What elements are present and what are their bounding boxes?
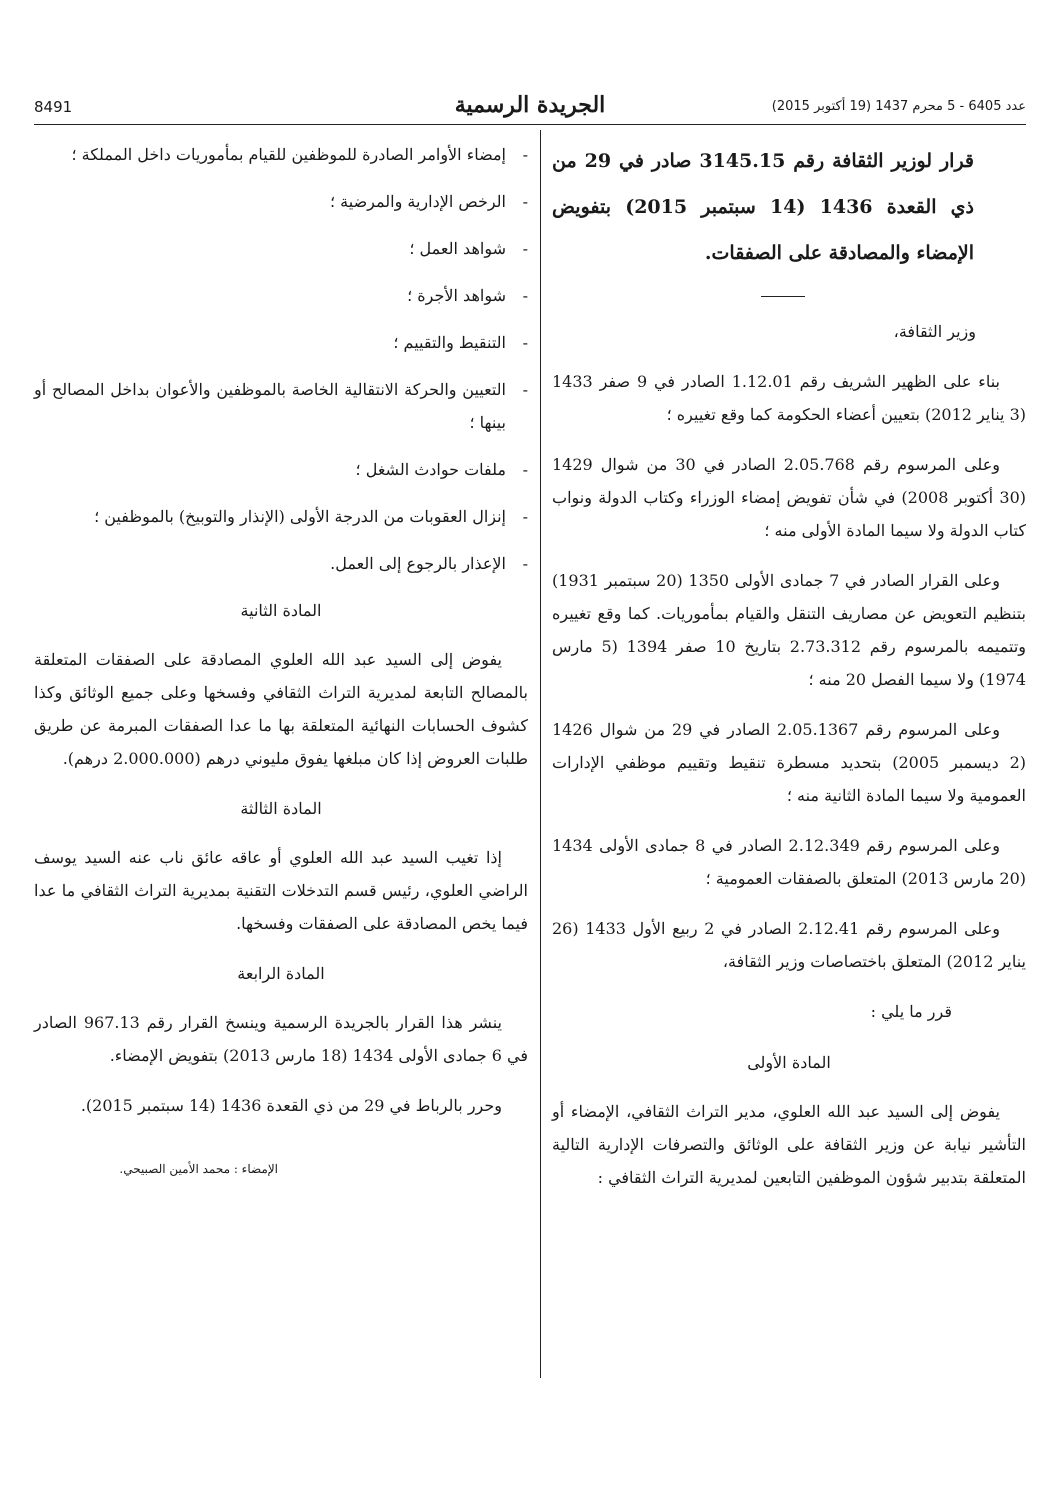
title-separator <box>761 296 805 297</box>
delegated-items-list <box>34 138 528 580</box>
recital: وعلى القرار الصادر في 7 جمادى الأولى 1350 (20 سبتمبر 1931) بتنظيم التعويض عن مصاريف التنقل والقيام بمأموريات. كما وقع تغييره وتتميمه بالمرسوم رقم 2.73.312 بتاريخ 10 صفر 1394 (5 مارس 1974) ولا سيما الفصل 20 منه ؛ <box>552 571 1026 689</box>
article-4-text: ينشر هذا القرار بالجريدة الرسمية وينسخ القرار رقم 967.13 الصادر في 6 جمادى الأولى 1434 (18 مارس 2013) بتفويض الإمضاء. <box>34 1013 528 1065</box>
list-item: - الإعذار بالرجوع إلى العمل. <box>330 554 528 573</box>
minister-line: وزير الثقافة، <box>893 322 976 341</box>
list-item: - شواهد الأجرة ؛ <box>407 286 528 305</box>
article-4-heading: المادة الرابعة <box>237 964 325 983</box>
decided-line: قرر ما يلي : <box>870 1002 952 1021</box>
right-column <box>552 138 1026 1211</box>
article-1-heading: المادة الأولى <box>747 1053 831 1072</box>
recital: وعلى المرسوم رقم 2.05.768 الصادر في 30 من شوال 1429 (30 أكتوبر 2008) في شأن تفويض إمضاء الوزراء وكتاب الدولة ونواب كتاب الدولة ولا سيما المادة الأولى منه ؛ <box>552 455 1027 540</box>
list-item: - إنزال العقوبات من الدرجة الأولى (الإنذار والتوبيخ) بالموظفين ؛ <box>94 507 528 526</box>
article-3-heading: المادة الثالثة <box>240 799 322 818</box>
recital: وعلى المرسوم رقم 2.12.41 الصادر في 2 ربيع الأول 1433 (26 يناير 2012) المتعلق باختصاصات وزير الثقافة، <box>552 919 1026 971</box>
list-item: - شواهد العمل ؛ <box>409 239 528 258</box>
closing-line: وحرر بالرباط في 29 من ذي القعدة 1436 (14 سبتمبر 2015). <box>80 1096 502 1115</box>
recital: وعلى المرسوم رقم 2.12.349 الصادر في 8 جمادى الأولى 1434 (20 مارس 2013) المتعلق بالصفقات العمومية ؛ <box>552 836 1026 888</box>
list-item: - التنقيط والتقييم ؛ <box>393 333 528 352</box>
column-divider <box>540 130 541 1378</box>
list-item: - ملفات حوادث الشغل ؛ <box>355 460 528 479</box>
article-1-text: يفوض إلى السيد عبد الله العلوي، مدير التراث الثقافي، الإمضاء أو التأشير نيابة عن وزير الثقافة على الوثائق والتصرفات الإدارية التالية المتعلقة بتدبير شؤون الموظفين التابعين لمديرية التراث الثقافي : <box>552 1102 1026 1187</box>
recital: بناء على الظهير الشريف رقم 1.12.01 الصادر في 9 صفر 1433 (3 يناير 2012) بتعيين أعضاء الحكومة كما وقع تغييره ؛ <box>552 372 1026 424</box>
list-item: - التعيين والحركة الانتقالية الخاصة بالموظفين والأعوان بداخل المصالح أو بينها ؛ <box>34 380 528 432</box>
page-header <box>34 92 1026 126</box>
issue-info: عدد 6405 - 5 محرم 1437 (19 أكتوبر 2015) <box>771 99 1026 114</box>
left-column <box>34 138 528 1178</box>
decree-title: قرار لوزير الثقافة رقم 3145.15 صادر في 29 من ذي القعدة 1436 (14 سبتمبر 2015) بتفويض الإمضاء والمصادقة على الصفقات. <box>552 150 975 264</box>
recital: وعلى المرسوم رقم 2.05.1367 الصادر في 29 من شوال 1426 (2 ديسمبر 2005) بتحديد مسطرة تنقيط وتقييم موظفي الإدارات العمومية ولا سيما المادة الثانية منه ؛ <box>552 720 1026 805</box>
list-item: - الرخص الإدارية والمرضية ؛ <box>330 192 528 211</box>
page-number: 8491 <box>34 98 73 116</box>
article-2-heading: المادة الثانية <box>240 601 322 620</box>
list-item: - إمضاء الأوامر الصادرة للموظفين للقيام بمأموريات داخل المملكة ؛ <box>71 145 528 164</box>
gazette-title: الجريدة الرسمية <box>454 92 606 118</box>
signature: الإمضاء : محمد الأمين الصبيحي. <box>119 1162 278 1176</box>
article-2-text: يفوض إلى السيد عبد الله العلوي المصادقة على الصفقات المتعلقة بالمصالح التابعة لمديرية التراث الثقافي وفسخها وعلى جميع الوثائق وكذا كشوف الحسابات النهائية المتعلقة بها ما عدا الصفقات المبرمة عن طريق طلبات العروض إذا كان مبلغها يفوق مليوني درهم (2.000.000 درهم). <box>34 650 528 768</box>
article-3-text: إذا تغيب السيد عبد الله العلوي أو عاقه عائق ناب عنه السيد يوسف الراضي العلوي، رئيس قسم التدخلات التقنية بمديرية التراث الثقافي ما عدا فيما يخص المصادقة على الصفقات وفسخها. <box>34 848 528 933</box>
header-divider <box>34 124 1026 125</box>
